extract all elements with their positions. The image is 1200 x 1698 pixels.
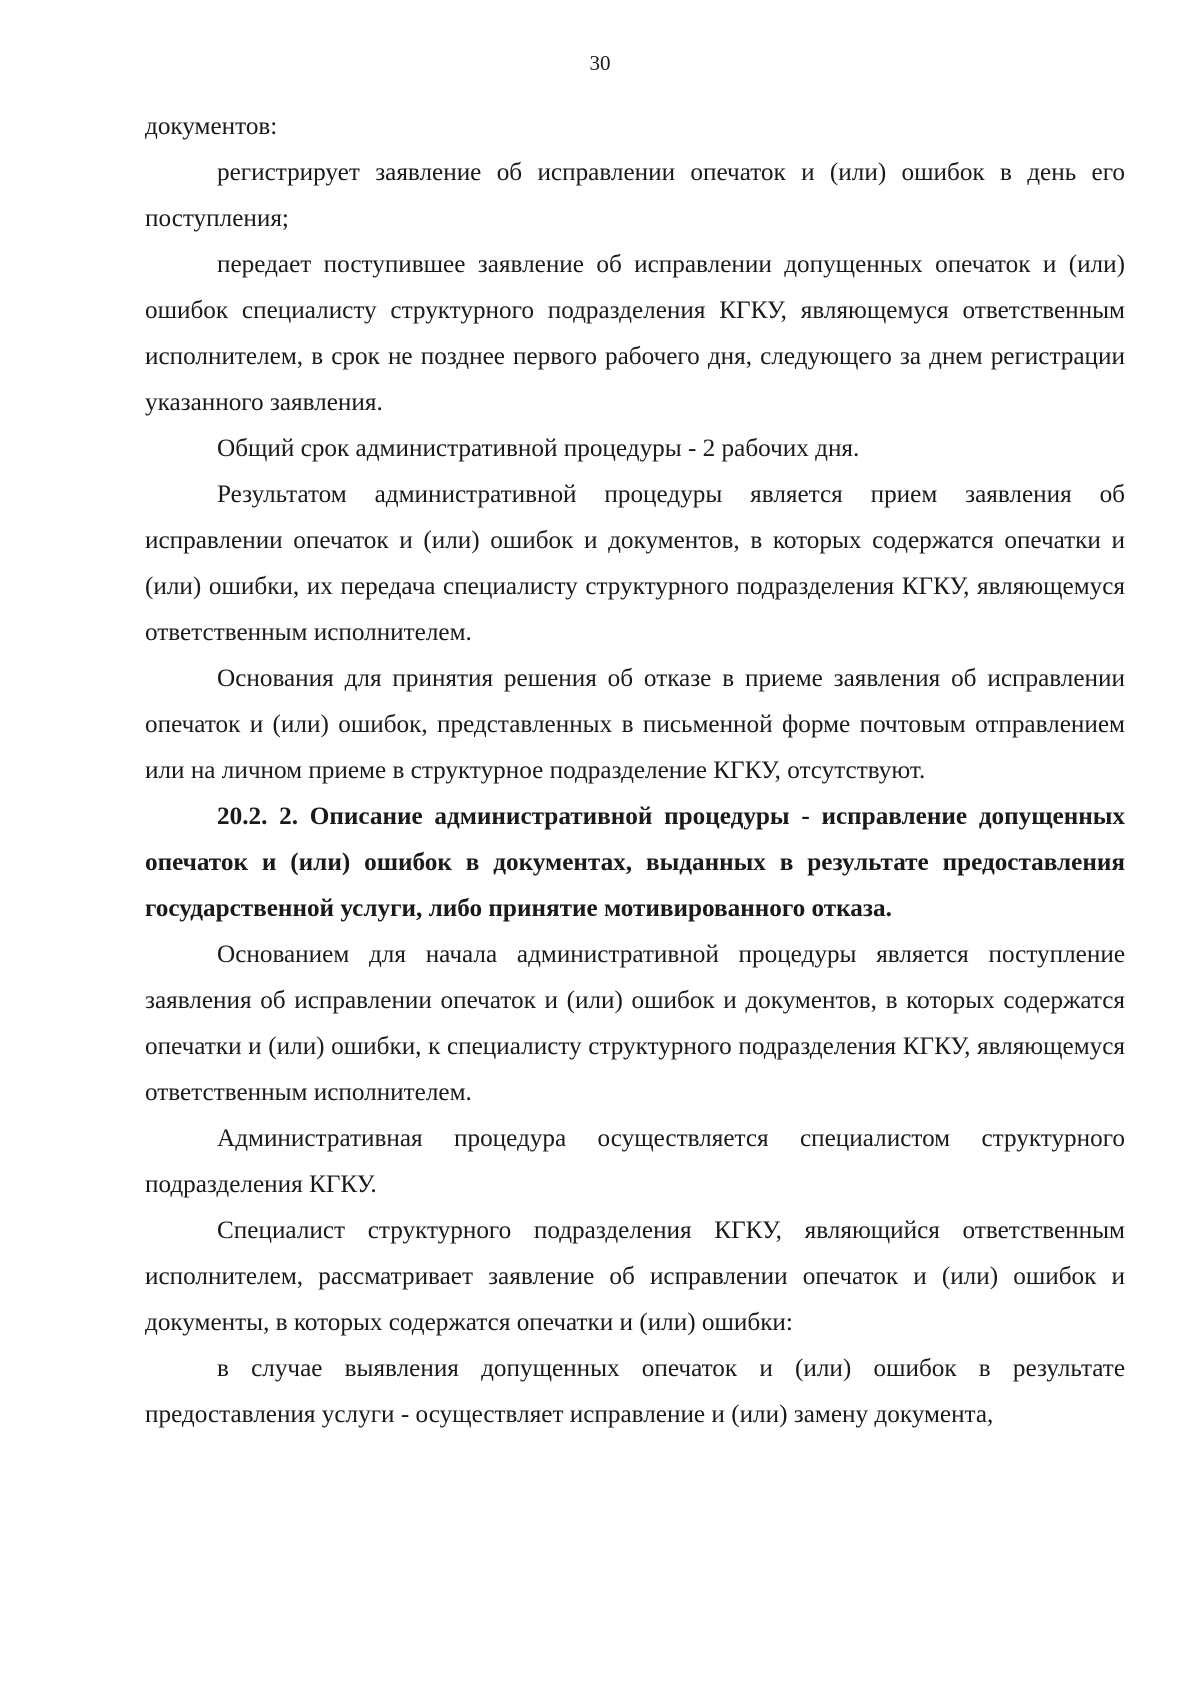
paragraph-performer: Административная процедура осуществляется специалистом структурного подразделения КГКУ. — [145, 1125, 1125, 1198]
document-body — [145, 104, 1125, 1438]
paragraph-result: Результатом административной процедуры является прием заявления об исправлении опечаток и (или) ошибок и документов, в которых содержатся опечатки и (или) ошибки, их передача специалисту структурного подразделения КГКУ, являющемуся ответственным исполнителем. — [145, 481, 1125, 646]
paragraph-if-errors-found: в случае выявления допущенных опечаток и (или) ошибок в результате предоставления услуги - осуществляет исправление и (или) замену документа, — [145, 1355, 1125, 1428]
page-number: 30 — [589, 51, 611, 75]
paragraph-specialist-reviews: Специалист структурного подразделения КГКУ, являющийся ответственным исполнителем, рассматривает заявление об исправлении опечаток и (или) ошибок и документы, в которых содержатся опечатки и (или) ошибки: — [145, 1217, 1125, 1336]
paragraph-registers: регистрирует заявление об исправлении опечаток и (или) ошибок в день его поступления; — [145, 159, 1125, 232]
paragraph-basis: Основанием для начала административной процедуры является поступление заявления об исправлении опечаток и (или) ошибок и документов, в которых содержатся опечатки и (или) ошибки, к специалисту структурного подразделения КГКУ, являющемуся ответственным исполнителем. — [145, 941, 1125, 1106]
paragraph-continuation: документов: — [145, 113, 278, 140]
paragraph-total-term: Общий срок административной процедуры - 2 рабочих дня. — [217, 435, 860, 462]
section-heading-20-2-2: 20.2. 2. Описание административной процедуры - исправление допущенных опечаток и (или) ошибок в документах, выданных в результате предоставления государственной услуги, либо принятие мотивированного отказа. — [145, 803, 1125, 922]
paragraph-refusal-grounds: Основания для принятия решения об отказе в приеме заявления об исправлении опечаток и (или) ошибок, представленных в письменной форме почтовым отправлением или на личном приеме в структурное подразделение КГКУ, отсутствуют. — [145, 665, 1125, 784]
paragraph-transfers: передает поступившее заявление об исправлении допущенных опечаток и (или) ошибок специалисту структурного подразделения КГКУ, являющемуся ответственным исполнителем, в срок не позднее первого рабочего дня, следующего за днем регистрации указанного заявления. — [145, 251, 1125, 416]
